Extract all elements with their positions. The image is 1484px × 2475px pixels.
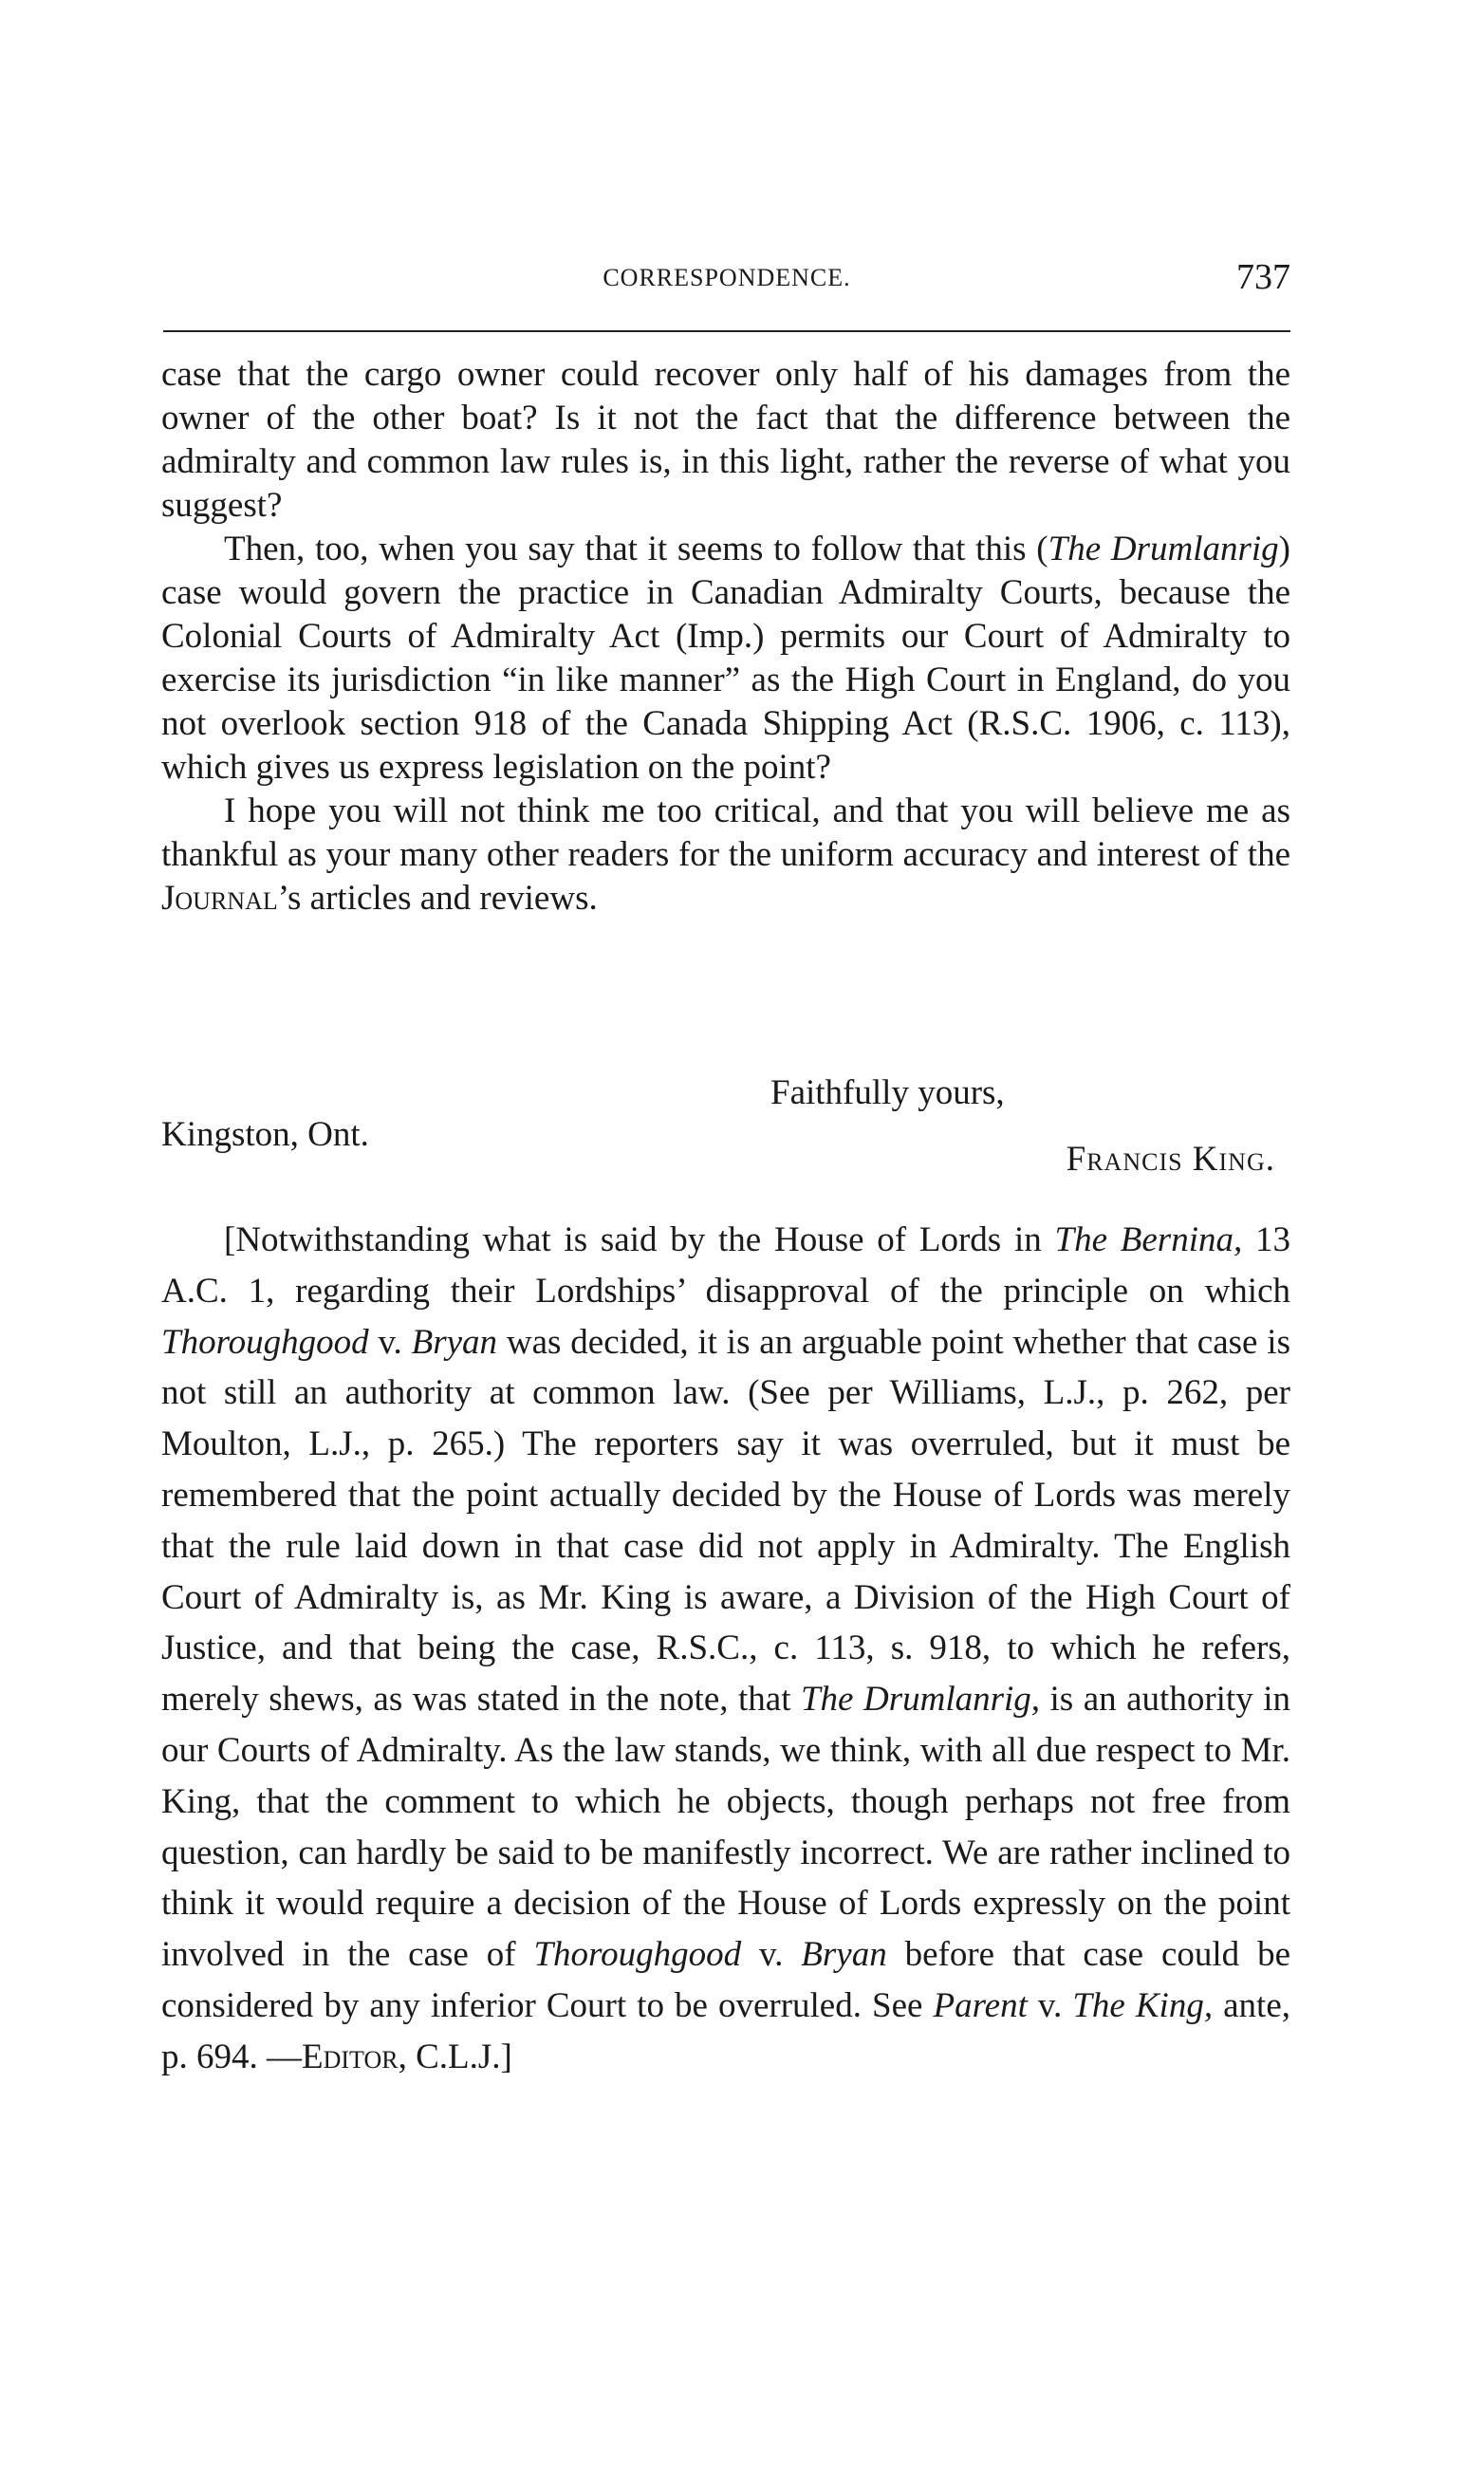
text-run: v. <box>368 1322 412 1362</box>
text-run: ’s articles and reviews. <box>277 879 598 918</box>
case-name: Thoroughgood <box>161 1322 369 1362</box>
place-line: Kingston, Ont. <box>161 1115 369 1154</box>
case-name: The Drumlanrig <box>1048 530 1279 568</box>
letter-body <box>161 353 1290 921</box>
text-run: , C.L.J.] <box>398 2037 512 2076</box>
case-name: Bryan <box>411 1322 498 1362</box>
editor-note <box>161 1215 1290 2083</box>
case-name: The King, <box>1072 1985 1214 2025</box>
letter-paragraph-3 <box>161 790 1290 921</box>
text-run: was decided, it is an arguable point whether that case is not still an authority at common law. (See per Williams, L.J., p. 262, per Moulton, L.J., p. 265.) The reporters say it was overruled, but it must be remembered that the point actually decided by the House of Lords was merely that the rule laid down in that case did not apply in Admiralty. The English Court of Admiralty is, as Mr. King is aware, a Division of the High Court of Justice, and that being the case, R.S.C., c. 113, s. 918, to which he refers, merely shews, as was stated in the note, that <box>161 1322 1290 1720</box>
letter-paragraph-1: case that the cargo owner could recover only half of his damages from the owner of the other boat? Is it not the fact that the difference between the admiralty and common law rules is, in this light, rather the reverse of what you suggest? <box>161 355 1290 525</box>
text-run: I hope you will not think me too critical, and that you will believe me as thankful as your many other readers for the uniform accuracy and interest of the <box>161 791 1290 874</box>
running-header <box>163 258 1290 296</box>
running-title: CORRESPONDENCE. <box>603 264 851 291</box>
editor-note-paragraph <box>161 1215 1290 2083</box>
case-name: Thoroughgood <box>533 1935 742 1975</box>
text-run: v. <box>1027 1985 1073 2025</box>
closing: Faithfully yours, <box>770 1073 1005 1112</box>
text-run: before that case could be considered by any inferior Court to be overruled. See <box>161 1935 1290 2025</box>
text-run: ) case would govern the practice in Canadian Admiralty Courts, because the Colonial Courts of Admiralty Act (Imp.) permits our Court of Admiralty to exercise its jurisdiction “in like manner” as the High Court in England, do you not overlook section 918 of the Canada Shipping Act (R.S.C. 1906, c. 113), which gives us express legislation on the point? <box>161 530 1290 787</box>
text-run: is an authority in our Courts of Admiralty. As the law stands, we think, with all due respect to Mr. King, that the comment to which he objects, though perhaps not free from question, can hardly be said to be manifestly incorrect. We are rather inclined to think it would require a decision of the House of Lords expressly on the point involved in the case of <box>161 1680 1290 1975</box>
case-name: The Drumlanrig, <box>800 1680 1041 1720</box>
header-rule <box>163 330 1290 332</box>
text-run: 13 A.C. 1, regarding their Lordships’ disapproval of the principle on which <box>161 1220 1290 1311</box>
letter-paragraph-2 <box>161 528 1290 790</box>
text-run: [Notwithstanding what is said by the House of Lords in <box>224 1220 1055 1259</box>
journal-name: Journal <box>161 879 278 918</box>
case-name: The Bernina, <box>1054 1220 1243 1259</box>
case-name: Parent <box>933 1985 1028 2025</box>
text-run: v. <box>741 1935 802 1975</box>
text-run: Then, too, when you say that it seems to follow that this ( <box>224 530 1048 568</box>
case-name: Bryan <box>801 1935 887 1975</box>
page-number: 737 <box>1236 257 1290 297</box>
editor-label: Editor <box>302 2037 399 2076</box>
letter-signoff <box>161 1072 1290 1186</box>
signature: Francis King. <box>1066 1140 1275 1179</box>
text-run: ante, p. 694. — <box>161 1985 1291 2076</box>
